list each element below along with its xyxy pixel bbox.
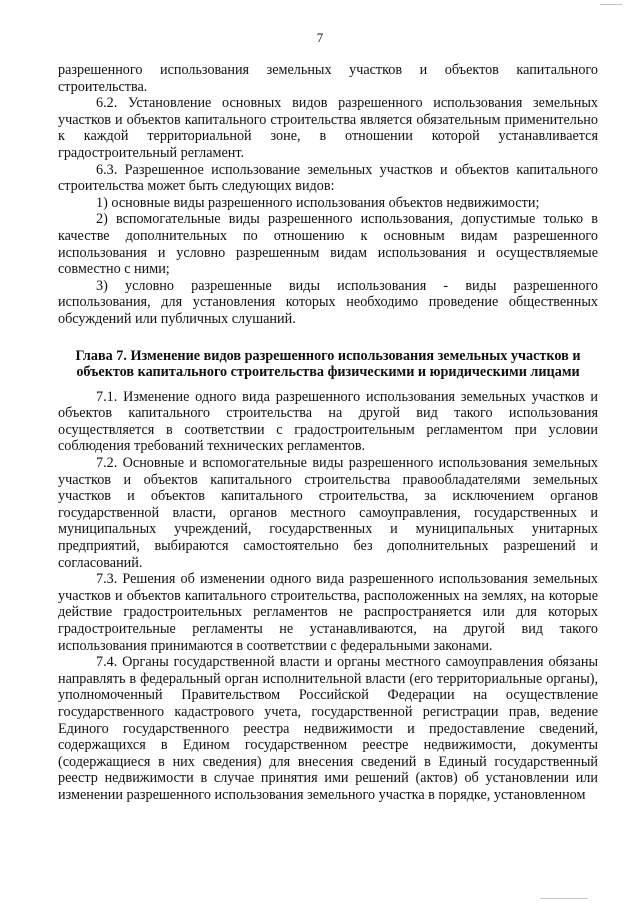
- chapter-7-heading: Глава 7. Изменение видов разрешенного использования земельных участков и объектов капитального строительства физическими и юридическими лицами: [75, 347, 581, 381]
- document-body: [58, 62, 598, 804]
- paragraph-7-2: 7.2. Основные и вспомогательные виды разрешенного использования земельных участков и объектов капитального строительства правообладателями земельных участков и объектов капитального строительства, за исключением органов государственной власти, органов местного самоуправления, государственных и муниципальных учреждений, государственных и муниципальных унитарных предприятий, выбираются самостоятельно без дополнительных разрешений и согласований.: [58, 455, 598, 571]
- paragraph-7-4: 7.4. Органы государственной власти и органы местного самоуправления обязаны направлять в федеральный орган исполнительной власти (его территориальные органы), уполномоченный Правительством Российской Федерации на осуществление государственного кадастрового учета, государственной регистрации прав, ведение Единого государственного реестра недвижимости и предоставление сведений, содержащихся в Едином государственном реестре недвижимости, документы (содержащиеся в них сведения) для внесения сведений в Единый государственный реестр недвижимости в случае принятия ими решений (актов) об установлении или изменении разрешенного использования земельного участка в порядке, установленном: [58, 654, 598, 803]
- paragraph-7-3: 7.3. Решения об изменении одного вида разрешенного использования земельных участков и объектов капитального строительства, расположенных на землях, на которые действие градостроительных регламентов не распространяется или для которых градостроительные регламенты не устанавливаются, на другой вид такого использования принимаются в соответствии с федеральными законами.: [58, 571, 598, 654]
- paragraph-7-1: 7.1. Изменение одного вида разрешенного использования земельных участков и объектов капитального строительства на другой вид такого использования осуществляется в соответствии с градостроительным регламентом при условии соблюдения требований технических регламентов.: [58, 388, 598, 455]
- paragraph-continuation: разрешенного использования земельных участков и объектов капитального строительства.: [58, 62, 598, 95]
- scan-mark-top: [600, 4, 622, 5]
- list-item-2: 2) вспомогательные виды разрешенного использования, допустимые только в качестве дополнительных по отношению к основным видам разрешенного использования и условно разрешенным видам использования и осуществляемые совместно с ними;: [58, 211, 598, 278]
- scan-mark-bottom: [540, 898, 588, 899]
- paragraph-6-2: 6.2. Установление основных видов разрешенного использования земельных участков и объектов капитального строительства является обязательным применительно к каждой территориальной зоне, в отношении которой устанавливается градостроительный регламент.: [58, 95, 598, 161]
- paragraph-6-3: 6.3. Разрешенное использование земельных участков и объектов капитального строительства может быть следующих видов:: [58, 161, 598, 195]
- list-item-1: 1) основные виды разрешенного использования объектов недвижимости;: [96, 194, 540, 211]
- page-number: 7: [316, 30, 324, 45]
- list-item-3: 3) условно разрешенные виды использования - виды разрешенного использования, для установления которых необходимо проведение общественных обсуждений или публичных слушаний.: [58, 277, 598, 327]
